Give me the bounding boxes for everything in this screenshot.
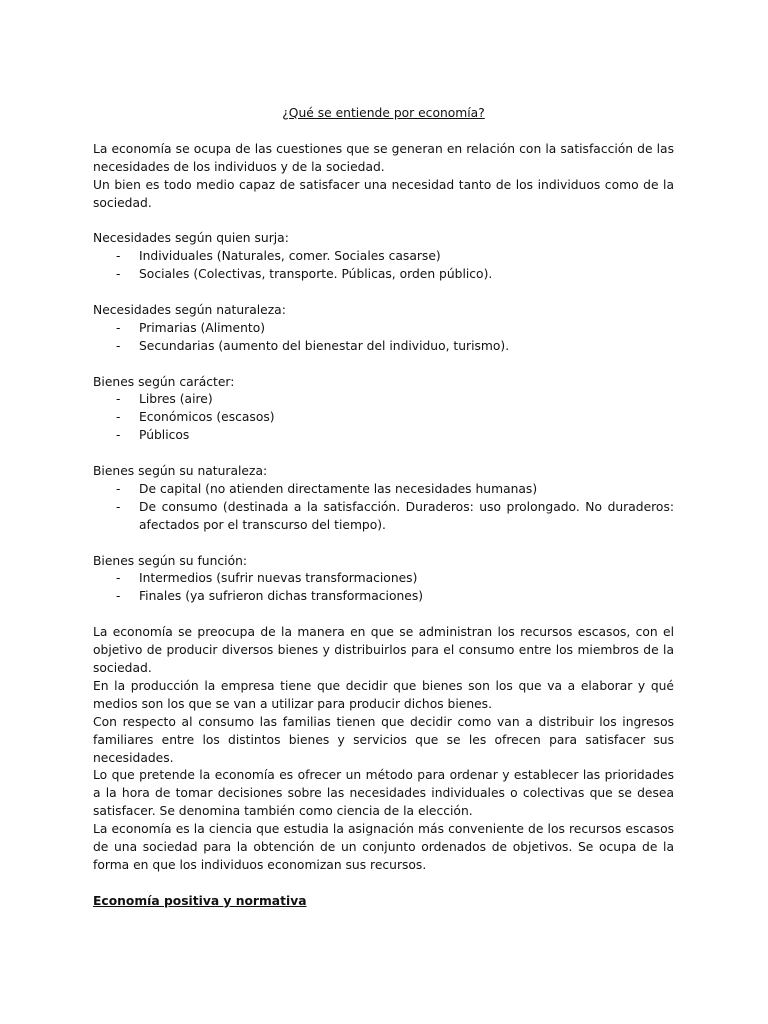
- list-item: [93, 570, 674, 588]
- dash-list: [93, 248, 674, 284]
- document-content: [93, 105, 674, 911]
- list-heading: Bienes según su función:: [93, 553, 248, 568]
- list-item-text: Sociales (Colectivas, transporte. Públicas, orden público).: [139, 267, 493, 282]
- dash-bullet: -: [116, 589, 121, 604]
- list-item: [93, 266, 674, 284]
- dash-bullet: -: [116, 499, 121, 514]
- list-heading: Necesidades según naturaleza:: [93, 302, 286, 317]
- dash-bullet: -: [116, 320, 121, 335]
- dash-list: [93, 570, 674, 606]
- dash-bullet: -: [116, 410, 121, 425]
- paragraph: Con respecto al consumo las familias tienen que decidir como van a distribuir los ingresos familiares entre los distintos bienes y servicios que se les ofrecen para satisfacer sus necesidades.: [93, 714, 674, 765]
- dash-list: [93, 481, 674, 535]
- list-item-text: Primarias (Alimento): [139, 320, 266, 335]
- paragraph: Lo que pretende la economía es ofrecer un método para ordenar y establecer las prioridades a la hora de tomar decisiones sobre las necesidades individuales o colectivas que se desea satisfacer. Se denomina también como ciencia de la elección.: [93, 768, 674, 819]
- list-item-text: Públicos: [139, 428, 190, 443]
- list-item: [93, 248, 674, 266]
- list-item-text: Finales (ya sufrieron dichas transformaciones): [139, 589, 424, 604]
- dash-bullet: -: [116, 481, 121, 496]
- list-item-text: Intermedios (sufrir nuevas transformaciones): [139, 571, 418, 586]
- list-item: [93, 338, 674, 356]
- list-heading: Necesidades según quien surja:: [93, 231, 289, 246]
- dash-list: [93, 391, 674, 445]
- dash-bullet: -: [116, 392, 121, 407]
- paragraph: La economía se preocupa de la manera en que se administran los recursos escasos, con el objetivo de producir diversos bienes y distribuirlos para el consumo entre los miembros de la sociedad.: [93, 625, 674, 675]
- list-item: [93, 588, 674, 606]
- list-item-text: Económicos (escasos): [139, 410, 275, 425]
- list-item: [93, 481, 674, 499]
- list-section-bienes-naturaleza: [93, 463, 674, 535]
- list-item: [93, 427, 674, 445]
- list-section-bienes-funcion: [93, 553, 674, 607]
- section-heading: Economía positiva y normativa: [93, 893, 307, 908]
- list-item: [93, 409, 674, 427]
- dash-bullet: -: [116, 571, 121, 586]
- list-heading: Bienes según carácter:: [93, 374, 235, 389]
- list-item-text: De consumo (destinada a la satisfacción. Duraderos: uso prolongado. No duraderos: afectados por el transcurso del tiempo).: [139, 499, 674, 532]
- paragraph: La economía es la ciencia que estudia la asignación más conveniente de los recursos escasos de una sociedad para la obtención de un conjunto ordenados de objetivos. Se ocupa de la forma en que los individuos economizan sus recursos.: [93, 822, 674, 872]
- paragraph: La economía se ocupa de las cuestiones que se generan en relación con la satisfacción de las necesidades de los individuos y de la sociedad.: [93, 141, 674, 174]
- list-section-necesidades-naturaleza: [93, 302, 674, 356]
- list-item: [93, 499, 674, 535]
- paragraph: En la producción la empresa tiene que decidir que bienes son los que va a elaborar y qué medios son los que se van a utilizar para producir dichos bienes.: [93, 678, 674, 711]
- list-section-necesidades-quien: [93, 230, 674, 284]
- body-block: [93, 624, 674, 875]
- list-section-bienes-caracter: [93, 374, 674, 446]
- dash-bullet: -: [116, 267, 121, 282]
- list-item-text: Individuales (Naturales, comer. Sociales casarse): [139, 249, 441, 264]
- list-item-text: Libres (aire): [139, 392, 213, 407]
- intro-block: [93, 141, 674, 213]
- list-item-text: Secundarias (aumento del bienestar del individuo, turismo).: [139, 338, 510, 353]
- list-item-text: De capital (no atienden directamente las necesidades humanas): [139, 481, 538, 496]
- list-item: [93, 391, 674, 409]
- dash-list: [93, 320, 674, 356]
- page-title: ¿Qué se entiende por economía?: [282, 106, 485, 120]
- paragraph: Un bien es todo medio capaz de satisfacer una necesidad tanto de los individuos como de la sociedad.: [93, 177, 674, 210]
- list-heading: Bienes según su naturaleza:: [93, 464, 268, 479]
- list-item: [93, 320, 674, 338]
- dash-bullet: -: [116, 249, 121, 264]
- dash-bullet: -: [116, 428, 121, 443]
- dash-bullet: -: [116, 338, 121, 353]
